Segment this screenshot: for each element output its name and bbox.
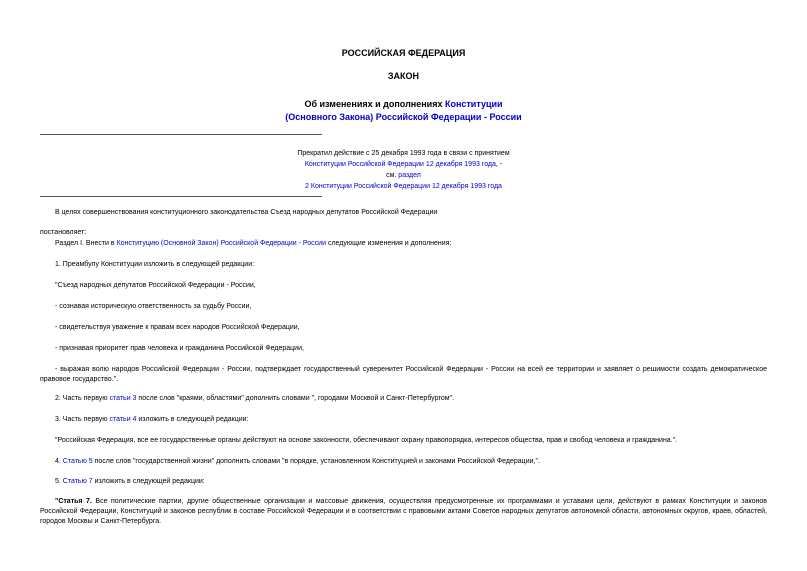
preamble-quote-3: - свидетельствуя уважение к правам всех народов Российской Федерации, xyxy=(55,324,300,331)
doc-type-heading: ЗАКОН xyxy=(387,71,420,81)
preamble-quote-2: - сознавая историческую ответственность за судьбу России, xyxy=(55,303,252,310)
item-3 xyxy=(55,415,767,425)
note-line-1: Прекратил действие с 25 декабря 1993 года в связи с принятием xyxy=(297,150,510,157)
decrees-label: постановляет: xyxy=(40,229,87,236)
article-7-body: Все политические партии, другие общественные организации и массовые движения, осуществляя предусмотренные их программами и уставами цели, действуют в рамках Конституции и законов Российской Федерации, Конституций и законов республик в составе Российской Федерации и в соответствии с правовыми актами Советов народных депутатов автономной области, автономных округов, краев, областей, городов Москвы и Санкт-Петербурга. xyxy=(40,498,767,525)
item-2-text-b: после слов "краями, областями" дополнить словами ", городами Москвой и Санкт-Петербургом". xyxy=(136,395,455,402)
constitution-link[interactable]: Конституции xyxy=(444,99,503,109)
constitution-link-2[interactable]: (Основного Закона) Российской Федерации - России xyxy=(285,112,522,122)
status-note xyxy=(200,148,607,192)
article-7-text xyxy=(40,497,767,527)
note-see: см. xyxy=(386,172,399,179)
note-line-2-tail: , - xyxy=(495,161,503,168)
preamble-quote-1: "Съезд народных депутатов Российской Федерации - России, xyxy=(55,282,256,289)
preamble-quote-4: - признавая приоритет прав человека и гражданина Российской Федерации, xyxy=(55,345,304,352)
item-1: 1. Преамбулу Конституции изложить в следующей редакции: xyxy=(55,261,255,268)
preamble-quote-5: - выражая волю народов Российской Федерации - России, подтверждает государственный суверенитет Российской Федерации - России на всей ее территории и заявляет о решимости создать демократическое правовое государство.". xyxy=(40,366,767,383)
section-1-constitution-link[interactable]: Конституцию (Основной Закон) Российской Федерации - России xyxy=(116,240,327,247)
item-5-text-b: изложить в следующей редакции: xyxy=(92,478,205,485)
section-1-text-a: Раздел I. Внести в xyxy=(55,240,117,247)
intro-paragraph: В целях совершенствования конституционного законодательства Съезд народных депутатов Российской Федерации xyxy=(55,209,438,216)
article-4-link[interactable]: статьи 4 xyxy=(109,416,137,423)
item-4 xyxy=(55,457,767,467)
item-3-text-a: 3. Часть первую xyxy=(55,416,110,423)
section-1-paragraph xyxy=(55,239,767,249)
top-divider xyxy=(40,134,322,135)
bottom-divider xyxy=(40,196,322,197)
item-4-text-b: после слов "государственной жизни" дополнить словами "в порядке, установленном Конституцией и законами Российской Федерации,". xyxy=(92,458,540,465)
law-title xyxy=(200,98,607,124)
article-7-label: "Статья 7. xyxy=(55,498,92,505)
note-constitution-link[interactable]: Конституции Российской Федерации 12 декабря 1993 года xyxy=(304,161,496,168)
item-5 xyxy=(55,477,767,487)
item-3-text-b: изложить в следующей редакции: xyxy=(136,416,249,423)
item-4-text-a: 4. xyxy=(55,458,63,465)
item-2-text-a: 2. Часть первую xyxy=(55,395,110,402)
article-7-link[interactable]: Статью 7 xyxy=(62,478,93,485)
article-5-link[interactable]: Статью 5 xyxy=(62,458,93,465)
article-4-quote: "Российская Федерация, все ее государственные органы действуют на основе законности, обеспечивают охрану правопорядка, интересов общества, прав и свобод человека и гражданина.". xyxy=(55,437,678,444)
section-1-text-b: следующие изменения и дополнения: xyxy=(326,240,452,247)
note-section-link-2[interactable]: 2 Конституции Российской Федерации 12 декабря 1993 года xyxy=(305,183,502,190)
item-2 xyxy=(55,394,767,404)
law-title-text: Об изменениях и дополнениях xyxy=(304,99,445,109)
note-section-link[interactable]: раздел xyxy=(398,172,421,179)
country-heading: РОССИЙСКАЯ ФЕДЕРАЦИЯ xyxy=(341,48,466,58)
article-3-link[interactable]: статьи 3 xyxy=(109,395,137,402)
item-5-text-a: 5. xyxy=(55,478,63,485)
